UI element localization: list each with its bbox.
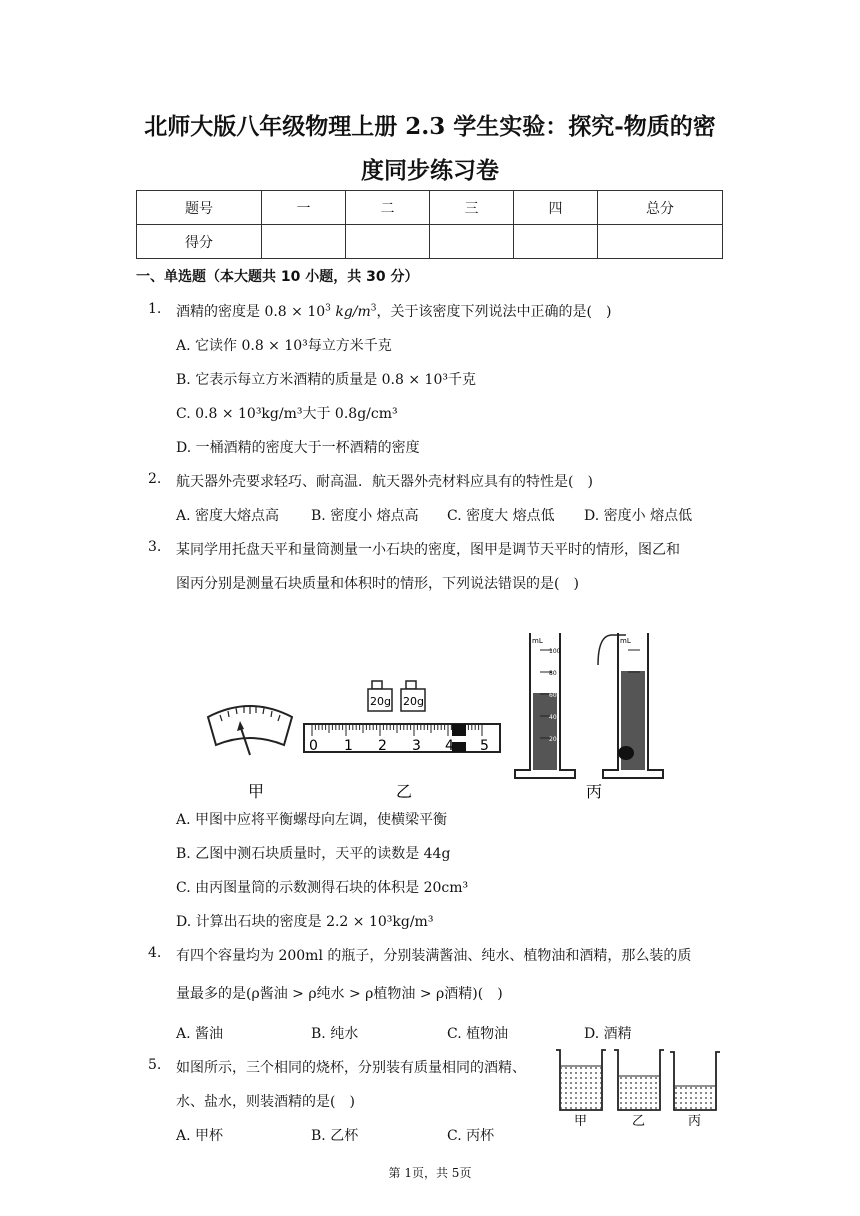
question-5-line2: 水、盐水，则装酒精的是( ) (176, 1094, 355, 1110)
beaker-bing (670, 1052, 720, 1110)
weight-label: 20g (403, 695, 424, 708)
option-c[interactable]: C. 植物油 (447, 1026, 509, 1042)
option-a[interactable]: A. 它读作 0.8 × 10³每立方米千克 (176, 338, 392, 354)
option-c[interactable]: C. 由丙图量筒的示数测得石块的体积是 20cm³ (176, 880, 469, 896)
doc-title-line1: 北师大版八年级物理上册 2.3 学生实验：探究-物质的密 (144, 113, 716, 140)
q1-text-c: kg/m (330, 304, 371, 320)
table-cell: 得分 (137, 225, 262, 259)
question-number: 5. (148, 1057, 162, 1073)
figure-label-yi: 乙 (396, 782, 413, 801)
score-input-cell[interactable] (514, 225, 598, 259)
cylinder-unit: mL (620, 637, 631, 645)
cylinder-tick: 20 (549, 736, 557, 743)
graduated-cylinder (515, 633, 575, 778)
option-d[interactable]: D. 一桶酒精的密度大于一杯酒精的密度 (176, 440, 420, 456)
ruler-tick-label: 0 (309, 738, 318, 754)
question-2-text: 航天器外壳要求轻巧、耐高温．航天器外壳材料应具有的特性是( ) (176, 474, 593, 490)
option-a[interactable]: A. 密度大熔点高 (176, 508, 280, 524)
score-input-cell[interactable] (262, 225, 346, 259)
q1-text-e: ，关于该密度下列说法中正确的是( ) (376, 304, 612, 320)
option-b[interactable]: B. 纯水 (311, 1026, 359, 1042)
q1-text-b: 3 (325, 303, 331, 314)
doc-title-line2: 度同步练习卷 (361, 157, 499, 184)
balance-dial (208, 706, 292, 755)
beaker-yi (614, 1050, 664, 1110)
option-c[interactable]: C. 丙杯 (447, 1128, 495, 1144)
question-4-line1: 有四个容量均为 200ml 的瓶子，分别装满酱油、纯水、植物油和酒精，那么装的质 (176, 948, 692, 964)
option-a[interactable]: A. 酱油 (176, 1026, 224, 1042)
ruler-tick-label: 4 (445, 738, 454, 754)
option-b[interactable]: B. 它表示每立方米酒精的质量是 0.8 × 10³千克 (176, 372, 476, 388)
option-b[interactable]: B. 密度小 熔点高 (311, 508, 419, 524)
weight-label: 20g (370, 695, 391, 708)
question-number: 1. (148, 301, 162, 317)
question-5-line1: 如图所示，三个相同的烧杯，分别装有质量相同的酒精、 (176, 1060, 526, 1076)
cylinder-tick: 100 (549, 648, 561, 655)
option-c[interactable]: C. 0.8 × 10³kg/m³大于 0.8g/cm³ (176, 406, 398, 422)
table-cell: 三 (430, 191, 514, 225)
ruler-tick-label: 2 (378, 738, 387, 754)
table-cell: 二 (346, 191, 430, 225)
cylinder-tick: 60 (549, 692, 557, 699)
table-cell: 总分 (598, 191, 723, 225)
beaker-label: 乙 (632, 1114, 646, 1126)
score-input-cell[interactable] (598, 225, 723, 259)
ruler-tick-label: 5 (480, 738, 489, 754)
q1-text-a: 酒精的密度是 0.8 × 10 (176, 304, 326, 320)
beaker-label: 丙 (688, 1114, 702, 1126)
figure-label-bing: 丙 (586, 782, 603, 801)
option-d[interactable]: D. 酒精 (584, 1026, 632, 1042)
question-number: 3. (148, 539, 162, 555)
cylinder-tick: 80 (549, 670, 557, 677)
question-number: 2. (148, 471, 162, 487)
beakers-figure (554, 1046, 722, 1126)
score-table-header-row (137, 191, 723, 225)
graduated-cylinder-with-stone (598, 633, 663, 778)
ruler-tick-label: 3 (412, 738, 421, 754)
table-cell: 题号 (137, 191, 262, 225)
ruler-tick-label: 1 (344, 738, 353, 754)
option-a[interactable]: A. 甲杯 (176, 1128, 224, 1144)
question-3-line1: 某同学用托盘天平和量筒测量一小石块的密度，图甲是调节天平时的情形，图乙和 (176, 542, 680, 558)
beam-scale (304, 724, 500, 752)
question-4-line2: 量最多的是(ρ酱油 > ρ纯水 > ρ植物油 > ρ酒精)( ) (176, 986, 503, 1002)
page-footer: 第 1页，共 5页 (388, 1166, 472, 1180)
score-input-cell[interactable] (430, 225, 514, 259)
balance-cylinder-figure (200, 625, 670, 805)
question-1-text (176, 301, 611, 321)
option-d[interactable]: D. 密度小 熔点低 (584, 508, 693, 524)
question-number: 4. (148, 945, 162, 961)
figure-label-jia: 甲 (248, 782, 265, 801)
score-input-cell[interactable] (346, 225, 430, 259)
option-c[interactable]: C. 密度大 熔点低 (447, 508, 555, 524)
option-a[interactable]: A. 甲图中应将平衡螺母向左调，使横梁平衡 (176, 812, 448, 828)
option-b[interactable]: B. 乙图中测石块质量时，天平的读数是 44g (176, 846, 451, 862)
score-table (136, 190, 723, 259)
option-d[interactable]: D. 计算出石块的密度是 2.2 × 10³kg/m³ (176, 914, 434, 930)
stone-icon (618, 746, 634, 760)
section-heading: 一、单选题（本大题共 10 小题，共 30 分） (136, 269, 419, 285)
table-cell: 一 (262, 191, 346, 225)
option-b[interactable]: B. 乙杯 (311, 1128, 359, 1144)
cylinder-tick: 40 (549, 714, 557, 721)
beaker-jia (556, 1050, 606, 1110)
cylinder-unit: mL (532, 637, 543, 645)
score-table-score-row (137, 225, 723, 259)
question-3-line2: 图丙分别是测量石块质量和体积时的情形，下列说法错误的是( ) (176, 576, 579, 592)
table-cell: 四 (514, 191, 598, 225)
q1-text-d: 3 (370, 303, 377, 314)
beaker-label: 甲 (574, 1114, 588, 1126)
